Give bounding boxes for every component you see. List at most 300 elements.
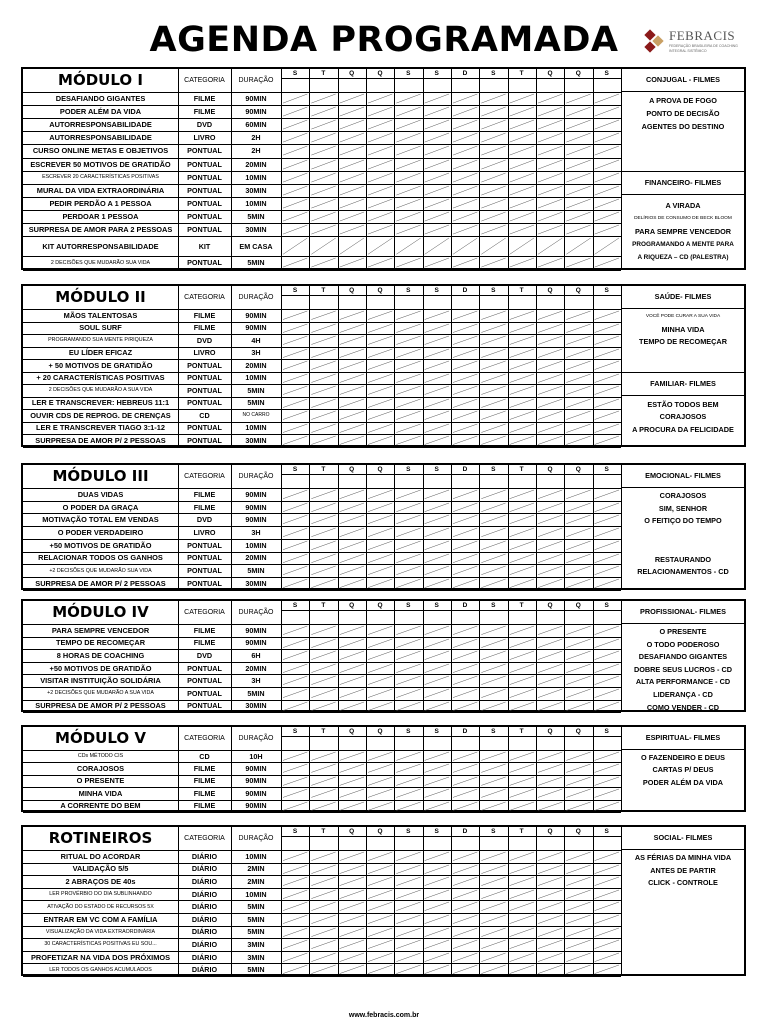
day-checkbox[interactable] xyxy=(283,579,307,588)
day-checkbox[interactable] xyxy=(510,528,534,537)
day-checkbox[interactable] xyxy=(425,146,449,155)
day-checkbox[interactable] xyxy=(283,802,307,810)
day-checkbox[interactable] xyxy=(396,386,420,395)
day-checkbox[interactable] xyxy=(368,953,392,962)
day-checkbox[interactable] xyxy=(538,566,562,575)
day-checkbox[interactable] xyxy=(283,436,307,445)
day-checkbox[interactable] xyxy=(340,160,364,169)
day-checkbox[interactable] xyxy=(368,651,392,660)
day-checkbox[interactable] xyxy=(566,915,590,924)
day-checkbox[interactable] xyxy=(368,890,392,899)
day-checkbox[interactable] xyxy=(510,238,534,254)
day-checkbox[interactable] xyxy=(566,173,590,182)
day-checkbox[interactable] xyxy=(340,651,364,660)
day-checkbox[interactable] xyxy=(453,374,477,383)
day-checkbox[interactable] xyxy=(396,651,420,660)
day-checkbox[interactable] xyxy=(368,554,392,563)
day-checkbox[interactable] xyxy=(368,146,392,155)
day-checkbox[interactable] xyxy=(481,515,505,524)
day-checkbox[interactable] xyxy=(595,965,619,974)
day-checkbox[interactable] xyxy=(481,865,505,874)
day-checkbox[interactable] xyxy=(453,689,477,698)
day-checkbox[interactable] xyxy=(368,764,392,772)
day-checkbox[interactable] xyxy=(481,173,505,182)
day-checkbox[interactable] xyxy=(481,689,505,698)
day-checkbox[interactable] xyxy=(283,689,307,698)
day-checkbox[interactable] xyxy=(425,915,449,924)
day-checkbox[interactable] xyxy=(283,374,307,383)
day-checkbox[interactable] xyxy=(453,676,477,685)
day-checkbox[interactable] xyxy=(283,311,307,320)
day-checkbox[interactable] xyxy=(566,94,590,103)
day-checkbox[interactable] xyxy=(283,676,307,685)
day-checkbox[interactable] xyxy=(510,411,534,420)
day-checkbox[interactable] xyxy=(453,865,477,874)
day-checkbox[interactable] xyxy=(283,566,307,575)
day-checkbox[interactable] xyxy=(566,865,590,874)
day-checkbox[interactable] xyxy=(311,664,335,673)
day-checkbox[interactable] xyxy=(283,877,307,886)
day-checkbox[interactable] xyxy=(368,940,392,949)
day-checkbox[interactable] xyxy=(368,212,392,221)
day-checkbox[interactable] xyxy=(595,212,619,221)
day-checkbox[interactable] xyxy=(340,802,364,810)
day-checkbox[interactable] xyxy=(283,890,307,899)
day-checkbox[interactable] xyxy=(283,173,307,182)
day-checkbox[interactable] xyxy=(283,146,307,155)
day-checkbox[interactable] xyxy=(510,676,534,685)
day-checkbox[interactable] xyxy=(595,789,619,797)
day-checkbox[interactable] xyxy=(368,324,392,333)
day-checkbox[interactable] xyxy=(510,752,534,760)
day-checkbox[interactable] xyxy=(283,852,307,861)
day-checkbox[interactable] xyxy=(425,764,449,772)
day-checkbox[interactable] xyxy=(538,349,562,358)
day-checkbox[interactable] xyxy=(368,374,392,383)
day-checkbox[interactable] xyxy=(538,515,562,524)
day-checkbox[interactable] xyxy=(566,490,590,499)
day-checkbox[interactable] xyxy=(566,541,590,550)
day-checkbox[interactable] xyxy=(396,965,420,974)
day-checkbox[interactable] xyxy=(311,802,335,810)
day-checkbox[interactable] xyxy=(566,186,590,195)
day-checkbox[interactable] xyxy=(481,789,505,797)
day-checkbox[interactable] xyxy=(425,160,449,169)
day-checkbox[interactable] xyxy=(538,146,562,155)
day-checkbox[interactable] xyxy=(311,877,335,886)
day-checkbox[interactable] xyxy=(481,133,505,142)
day-checkbox[interactable] xyxy=(595,664,619,673)
day-checkbox[interactable] xyxy=(481,349,505,358)
day-checkbox[interactable] xyxy=(595,541,619,550)
day-checkbox[interactable] xyxy=(595,928,619,937)
day-checkbox[interactable] xyxy=(425,186,449,195)
day-checkbox[interactable] xyxy=(340,173,364,182)
day-checkbox[interactable] xyxy=(510,133,534,142)
day-checkbox[interactable] xyxy=(340,752,364,760)
day-checkbox[interactable] xyxy=(340,940,364,949)
day-checkbox[interactable] xyxy=(340,777,364,785)
day-checkbox[interactable] xyxy=(595,349,619,358)
day-checkbox[interactable] xyxy=(595,554,619,563)
day-checkbox[interactable] xyxy=(396,852,420,861)
day-checkbox[interactable] xyxy=(595,311,619,320)
day-checkbox[interactable] xyxy=(538,173,562,182)
day-checkbox[interactable] xyxy=(538,186,562,195)
day-checkbox[interactable] xyxy=(311,120,335,129)
day-checkbox[interactable] xyxy=(396,424,420,433)
day-checkbox[interactable] xyxy=(538,928,562,937)
day-checkbox[interactable] xyxy=(453,424,477,433)
day-checkbox[interactable] xyxy=(283,349,307,358)
day-checkbox[interactable] xyxy=(453,541,477,550)
day-checkbox[interactable] xyxy=(396,689,420,698)
day-checkbox[interactable] xyxy=(283,777,307,785)
day-checkbox[interactable] xyxy=(396,752,420,760)
day-checkbox[interactable] xyxy=(510,107,534,116)
day-checkbox[interactable] xyxy=(368,411,392,420)
day-checkbox[interactable] xyxy=(311,890,335,899)
day-checkbox[interactable] xyxy=(510,953,534,962)
day-checkbox[interactable] xyxy=(425,324,449,333)
day-checkbox[interactable] xyxy=(510,877,534,886)
day-checkbox[interactable] xyxy=(481,953,505,962)
day-checkbox[interactable] xyxy=(340,953,364,962)
day-checkbox[interactable] xyxy=(425,258,449,267)
day-checkbox[interactable] xyxy=(311,928,335,937)
day-checkbox[interactable] xyxy=(425,777,449,785)
day-checkbox[interactable] xyxy=(595,238,619,254)
day-checkbox[interactable] xyxy=(453,802,477,810)
day-checkbox[interactable] xyxy=(481,852,505,861)
day-checkbox[interactable] xyxy=(481,651,505,660)
day-checkbox[interactable] xyxy=(595,953,619,962)
day-checkbox[interactable] xyxy=(396,566,420,575)
day-checkbox[interactable] xyxy=(453,902,477,911)
day-checkbox[interactable] xyxy=(425,436,449,445)
day-checkbox[interactable] xyxy=(595,374,619,383)
day-checkbox[interactable] xyxy=(481,566,505,575)
day-checkbox[interactable] xyxy=(311,852,335,861)
day-checkbox[interactable] xyxy=(425,238,449,254)
day-checkbox[interactable] xyxy=(481,528,505,537)
day-checkbox[interactable] xyxy=(396,212,420,221)
day-checkbox[interactable] xyxy=(510,639,534,648)
day-checkbox[interactable] xyxy=(311,225,335,234)
day-checkbox[interactable] xyxy=(481,940,505,949)
day-checkbox[interactable] xyxy=(566,146,590,155)
day-checkbox[interactable] xyxy=(368,915,392,924)
day-checkbox[interactable] xyxy=(425,386,449,395)
day-checkbox[interactable] xyxy=(481,120,505,129)
day-checkbox[interactable] xyxy=(425,702,449,711)
day-checkbox[interactable] xyxy=(453,890,477,899)
day-checkbox[interactable] xyxy=(425,566,449,575)
day-checkbox[interactable] xyxy=(396,664,420,673)
day-checkbox[interactable] xyxy=(311,651,335,660)
day-checkbox[interactable] xyxy=(510,386,534,395)
day-checkbox[interactable] xyxy=(538,386,562,395)
day-checkbox[interactable] xyxy=(340,676,364,685)
day-checkbox[interactable] xyxy=(283,902,307,911)
day-checkbox[interactable] xyxy=(396,902,420,911)
day-checkbox[interactable] xyxy=(595,107,619,116)
day-checkbox[interactable] xyxy=(481,436,505,445)
day-checkbox[interactable] xyxy=(481,324,505,333)
day-checkbox[interactable] xyxy=(538,336,562,345)
day-checkbox[interactable] xyxy=(481,902,505,911)
day-checkbox[interactable] xyxy=(566,238,590,254)
day-checkbox[interactable] xyxy=(566,107,590,116)
day-checkbox[interactable] xyxy=(481,752,505,760)
day-checkbox[interactable] xyxy=(510,689,534,698)
day-checkbox[interactable] xyxy=(453,664,477,673)
day-checkbox[interactable] xyxy=(396,199,420,208)
day-checkbox[interactable] xyxy=(283,702,307,711)
day-checkbox[interactable] xyxy=(283,107,307,116)
day-checkbox[interactable] xyxy=(510,777,534,785)
day-checkbox[interactable] xyxy=(510,965,534,974)
day-checkbox[interactable] xyxy=(453,503,477,512)
day-checkbox[interactable] xyxy=(566,676,590,685)
day-checkbox[interactable] xyxy=(481,424,505,433)
day-checkbox[interactable] xyxy=(595,186,619,195)
day-checkbox[interactable] xyxy=(453,639,477,648)
day-checkbox[interactable] xyxy=(340,503,364,512)
day-checkbox[interactable] xyxy=(566,764,590,772)
day-checkbox[interactable] xyxy=(566,852,590,861)
day-checkbox[interactable] xyxy=(311,311,335,320)
day-checkbox[interactable] xyxy=(396,802,420,810)
day-checkbox[interactable] xyxy=(566,965,590,974)
day-checkbox[interactable] xyxy=(595,490,619,499)
day-checkbox[interactable] xyxy=(311,702,335,711)
day-checkbox[interactable] xyxy=(510,626,534,635)
day-checkbox[interactable] xyxy=(311,676,335,685)
day-checkbox[interactable] xyxy=(396,953,420,962)
day-checkbox[interactable] xyxy=(340,258,364,267)
day-checkbox[interactable] xyxy=(453,651,477,660)
day-checkbox[interactable] xyxy=(340,764,364,772)
day-checkbox[interactable] xyxy=(283,258,307,267)
day-checkbox[interactable] xyxy=(311,752,335,760)
day-checkbox[interactable] xyxy=(595,424,619,433)
day-checkbox[interactable] xyxy=(283,764,307,772)
day-checkbox[interactable] xyxy=(283,515,307,524)
day-checkbox[interactable] xyxy=(566,336,590,345)
day-checkbox[interactable] xyxy=(453,186,477,195)
day-checkbox[interactable] xyxy=(311,199,335,208)
day-checkbox[interactable] xyxy=(396,865,420,874)
day-checkbox[interactable] xyxy=(340,411,364,420)
day-checkbox[interactable] xyxy=(425,94,449,103)
day-checkbox[interactable] xyxy=(510,579,534,588)
day-checkbox[interactable] xyxy=(538,490,562,499)
day-checkbox[interactable] xyxy=(453,940,477,949)
day-checkbox[interactable] xyxy=(453,199,477,208)
day-checkbox[interactable] xyxy=(481,928,505,937)
footer-url[interactable]: www.febracis.com.br xyxy=(348,1012,420,1019)
day-checkbox[interactable] xyxy=(311,528,335,537)
day-checkbox[interactable] xyxy=(368,802,392,810)
day-checkbox[interactable] xyxy=(340,579,364,588)
day-checkbox[interactable] xyxy=(311,133,335,142)
day-checkbox[interactable] xyxy=(340,877,364,886)
day-checkbox[interactable] xyxy=(510,225,534,234)
day-checkbox[interactable] xyxy=(595,940,619,949)
day-checkbox[interactable] xyxy=(510,324,534,333)
day-checkbox[interactable] xyxy=(311,361,335,370)
day-checkbox[interactable] xyxy=(425,664,449,673)
day-checkbox[interactable] xyxy=(510,374,534,383)
day-checkbox[interactable] xyxy=(453,579,477,588)
day-checkbox[interactable] xyxy=(510,336,534,345)
day-checkbox[interactable] xyxy=(283,160,307,169)
day-checkbox[interactable] xyxy=(311,915,335,924)
day-checkbox[interactable] xyxy=(340,186,364,195)
day-checkbox[interactable] xyxy=(481,626,505,635)
day-checkbox[interactable] xyxy=(538,212,562,221)
day-checkbox[interactable] xyxy=(311,689,335,698)
day-checkbox[interactable] xyxy=(595,503,619,512)
day-checkbox[interactable] xyxy=(481,802,505,810)
day-checkbox[interactable] xyxy=(538,940,562,949)
day-checkbox[interactable] xyxy=(396,764,420,772)
day-checkbox[interactable] xyxy=(340,626,364,635)
day-checkbox[interactable] xyxy=(453,349,477,358)
day-checkbox[interactable] xyxy=(340,852,364,861)
day-checkbox[interactable] xyxy=(566,940,590,949)
day-checkbox[interactable] xyxy=(510,490,534,499)
day-checkbox[interactable] xyxy=(510,173,534,182)
day-checkbox[interactable] xyxy=(368,503,392,512)
day-checkbox[interactable] xyxy=(368,777,392,785)
day-checkbox[interactable] xyxy=(425,411,449,420)
day-checkbox[interactable] xyxy=(566,361,590,370)
day-checkbox[interactable] xyxy=(538,311,562,320)
day-checkbox[interactable] xyxy=(453,225,477,234)
day-checkbox[interactable] xyxy=(453,554,477,563)
day-checkbox[interactable] xyxy=(283,361,307,370)
day-checkbox[interactable] xyxy=(595,386,619,395)
day-checkbox[interactable] xyxy=(340,566,364,575)
day-checkbox[interactable] xyxy=(538,133,562,142)
day-checkbox[interactable] xyxy=(510,802,534,810)
day-checkbox[interactable] xyxy=(311,965,335,974)
day-checkbox[interactable] xyxy=(311,490,335,499)
day-checkbox[interactable] xyxy=(566,515,590,524)
day-checkbox[interactable] xyxy=(453,702,477,711)
day-checkbox[interactable] xyxy=(566,374,590,383)
day-checkbox[interactable] xyxy=(481,877,505,886)
day-checkbox[interactable] xyxy=(538,626,562,635)
day-checkbox[interactable] xyxy=(595,777,619,785)
day-checkbox[interactable] xyxy=(510,789,534,797)
day-checkbox[interactable] xyxy=(538,877,562,886)
day-checkbox[interactable] xyxy=(368,424,392,433)
day-checkbox[interactable] xyxy=(340,361,364,370)
day-checkbox[interactable] xyxy=(538,324,562,333)
day-checkbox[interactable] xyxy=(283,424,307,433)
day-checkbox[interactable] xyxy=(595,902,619,911)
day-checkbox[interactable] xyxy=(566,424,590,433)
day-checkbox[interactable] xyxy=(510,890,534,899)
day-checkbox[interactable] xyxy=(595,626,619,635)
day-checkbox[interactable] xyxy=(481,676,505,685)
day-checkbox[interactable] xyxy=(340,120,364,129)
day-checkbox[interactable] xyxy=(340,928,364,937)
day-checkbox[interactable] xyxy=(481,374,505,383)
day-checkbox[interactable] xyxy=(453,399,477,408)
day-checkbox[interactable] xyxy=(368,186,392,195)
day-checkbox[interactable] xyxy=(481,386,505,395)
day-checkbox[interactable] xyxy=(311,107,335,116)
day-checkbox[interactable] xyxy=(595,566,619,575)
day-checkbox[interactable] xyxy=(368,639,392,648)
day-checkbox[interactable] xyxy=(283,651,307,660)
day-checkbox[interactable] xyxy=(566,752,590,760)
day-checkbox[interactable] xyxy=(566,702,590,711)
day-checkbox[interactable] xyxy=(566,928,590,937)
day-checkbox[interactable] xyxy=(481,777,505,785)
day-checkbox[interactable] xyxy=(538,258,562,267)
day-checkbox[interactable] xyxy=(481,503,505,512)
day-checkbox[interactable] xyxy=(510,258,534,267)
day-checkbox[interactable] xyxy=(510,928,534,937)
day-checkbox[interactable] xyxy=(481,160,505,169)
day-checkbox[interactable] xyxy=(396,890,420,899)
day-checkbox[interactable] xyxy=(283,120,307,129)
day-checkbox[interactable] xyxy=(368,676,392,685)
day-checkbox[interactable] xyxy=(396,503,420,512)
day-checkbox[interactable] xyxy=(595,639,619,648)
day-checkbox[interactable] xyxy=(595,865,619,874)
day-checkbox[interactable] xyxy=(566,890,590,899)
day-checkbox[interactable] xyxy=(425,865,449,874)
day-checkbox[interactable] xyxy=(340,146,364,155)
day-checkbox[interactable] xyxy=(425,349,449,358)
day-checkbox[interactable] xyxy=(453,133,477,142)
day-checkbox[interactable] xyxy=(283,953,307,962)
day-checkbox[interactable] xyxy=(340,664,364,673)
day-checkbox[interactable] xyxy=(538,953,562,962)
day-checkbox[interactable] xyxy=(425,676,449,685)
day-checkbox[interactable] xyxy=(453,953,477,962)
day-checkbox[interactable] xyxy=(538,361,562,370)
day-checkbox[interactable] xyxy=(425,651,449,660)
day-checkbox[interactable] xyxy=(510,424,534,433)
day-checkbox[interactable] xyxy=(396,411,420,420)
day-checkbox[interactable] xyxy=(368,928,392,937)
day-checkbox[interactable] xyxy=(510,702,534,711)
day-checkbox[interactable] xyxy=(453,120,477,129)
day-checkbox[interactable] xyxy=(368,490,392,499)
day-checkbox[interactable] xyxy=(340,199,364,208)
day-checkbox[interactable] xyxy=(566,626,590,635)
day-checkbox[interactable] xyxy=(595,199,619,208)
day-checkbox[interactable] xyxy=(538,689,562,698)
day-checkbox[interactable] xyxy=(510,186,534,195)
day-checkbox[interactable] xyxy=(566,953,590,962)
day-checkbox[interactable] xyxy=(340,541,364,550)
day-checkbox[interactable] xyxy=(453,877,477,886)
day-checkbox[interactable] xyxy=(566,160,590,169)
day-checkbox[interactable] xyxy=(368,515,392,524)
day-checkbox[interactable] xyxy=(510,651,534,660)
day-checkbox[interactable] xyxy=(311,374,335,383)
day-checkbox[interactable] xyxy=(453,146,477,155)
day-checkbox[interactable] xyxy=(283,752,307,760)
